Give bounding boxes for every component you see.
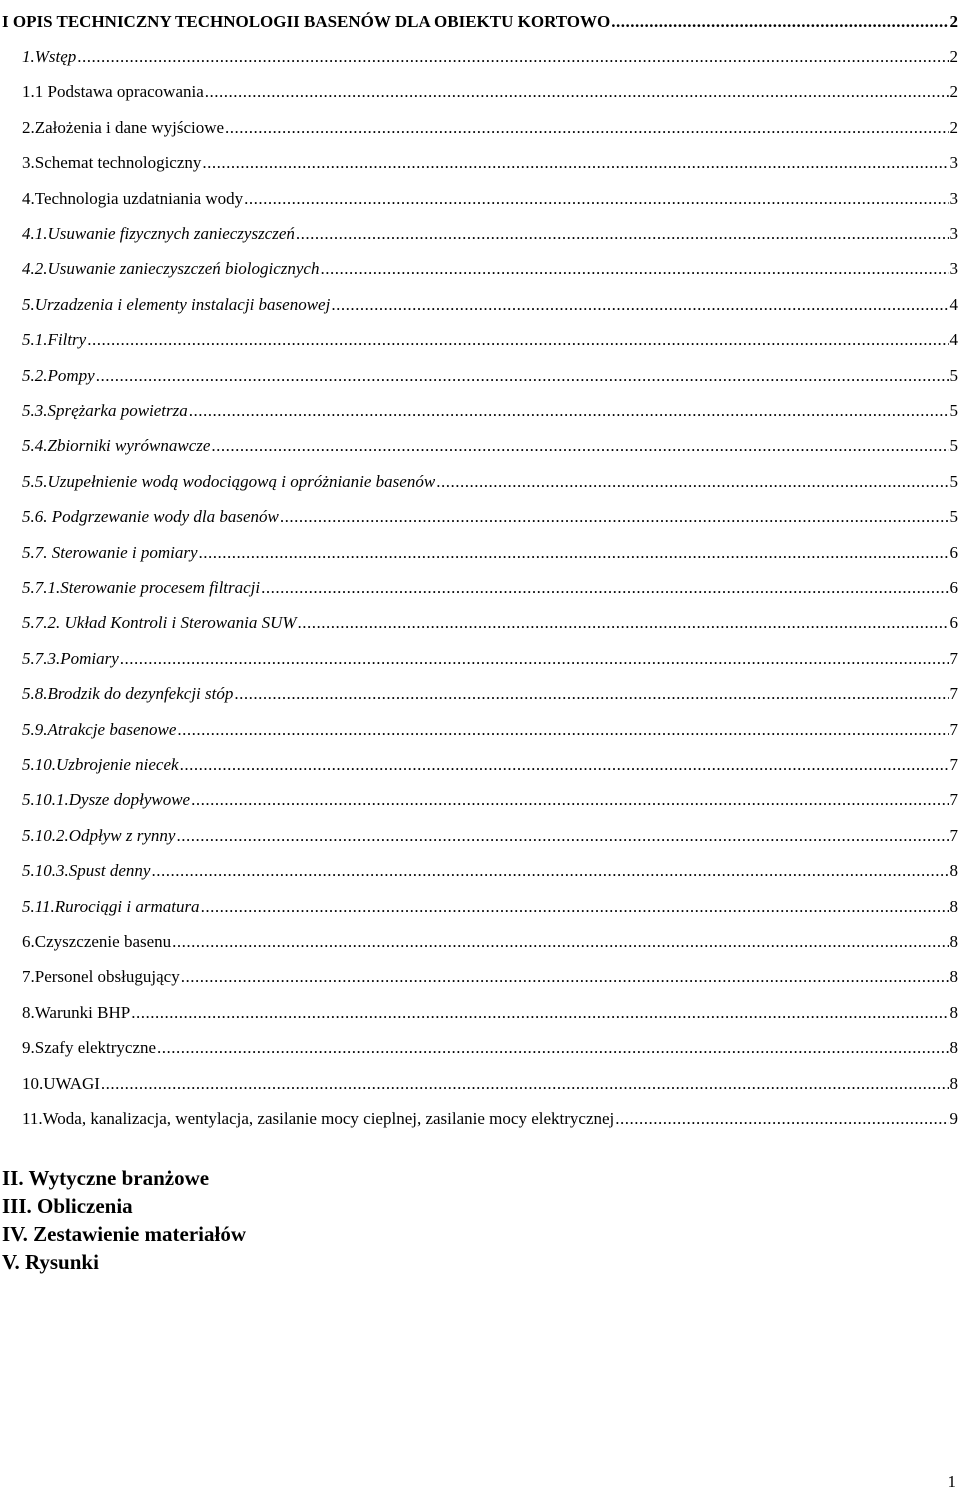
toc-entry-title: 4.Technologia uzdatniania wody — [22, 189, 244, 208]
toc-entry-page: 5 — [949, 401, 958, 420]
toc-leader — [101, 1074, 949, 1094]
toc-entry — [0, 497, 960, 527]
toc-entry-title: 6.Czyszczenie basenu — [22, 932, 172, 951]
page-number: 1 — [947, 1472, 956, 1491]
toc-entry — [0, 285, 960, 315]
toc-entry-page: 7 — [949, 755, 958, 774]
toc-entry — [0, 816, 960, 846]
toc-entry-title: 11.Woda, kanalizacja, wentylacja, zasilanie mocy cieplnej, zasilanie mocy elektrycznej — [22, 1109, 615, 1128]
toc-entry — [0, 957, 960, 987]
toc-entry-page: 6 — [949, 543, 958, 562]
toc-entry — [0, 851, 960, 881]
section-heading: III. Obliczenia — [2, 1194, 133, 1218]
toc-leader — [205, 82, 949, 102]
toc-leader — [296, 224, 949, 244]
toc-leader — [225, 118, 948, 138]
toc-leader — [615, 1109, 948, 1129]
toc-entry-title: 5.9.Atrakcje basenowe — [22, 720, 177, 739]
toc-entry — [0, 426, 960, 456]
toc-leader — [131, 1003, 948, 1023]
toc-leader — [120, 649, 949, 669]
toc-heading-title: I OPIS TECHNICZNY TECHNOLOGII BASENÓW DLA OBIEKTU KORTOWO — [2, 12, 611, 31]
toc-entry — [0, 568, 960, 598]
toc-entry-title: 2.Założenia i dane wyjściowe — [22, 118, 225, 137]
toc-entry-title: 5.3.Sprężarka powietrza — [22, 401, 188, 420]
section-list — [2, 1164, 246, 1276]
toc-leader — [96, 366, 949, 386]
toc-entry-title: 5.7.2. Układ Kontroli i Sterowania SUW — [22, 613, 297, 632]
section-heading: V. Rysunki — [2, 1250, 99, 1274]
toc-entry — [0, 391, 960, 421]
toc-entry-title: 5.2.Pompy — [22, 366, 95, 385]
toc-entry-page: 8 — [949, 1003, 958, 1022]
toc-entry-page: 2 — [949, 47, 958, 66]
toc-entry-title: 5.8.Brodzik do dezynfekcji stóp — [22, 684, 234, 703]
toc-entry-page: 8 — [949, 1074, 958, 1093]
toc-entry — [0, 780, 960, 810]
toc-leader — [176, 826, 948, 846]
toc-entry — [0, 356, 960, 386]
toc-entry-title: 5.10.2.Odpływ z rynny — [22, 826, 176, 845]
toc-entry — [0, 249, 960, 279]
toc-entry-page: 3 — [949, 259, 958, 278]
toc-leader — [77, 47, 948, 67]
toc-entry-page: 6 — [949, 578, 958, 597]
toc-entry — [0, 214, 960, 244]
toc-leader — [436, 472, 948, 492]
toc-leader — [261, 578, 948, 598]
toc-entry-title: 5.5.Uzupełnienie wodą wodociągową i opróżnianie basenów — [22, 472, 436, 491]
toc-entry — [0, 922, 960, 952]
toc-leader — [181, 967, 949, 987]
toc-entry — [0, 108, 960, 138]
toc-entry — [0, 887, 960, 917]
toc-leader — [201, 897, 949, 917]
toc-leader — [189, 401, 949, 421]
toc-heading-page: 2 — [949, 12, 958, 31]
toc-leader — [202, 153, 948, 173]
toc-entry-title: 9.Szafy elektryczne — [22, 1038, 157, 1057]
toc-entry-title: 1.Wstęp — [22, 47, 77, 66]
toc-entry-page: 4 — [949, 295, 958, 314]
toc-entry — [0, 603, 960, 633]
toc-entry-page: 8 — [949, 1038, 958, 1057]
toc-leader — [177, 720, 948, 740]
toc-leader — [331, 295, 948, 315]
toc-entry-page: 7 — [949, 826, 958, 845]
toc-entry-page: 5 — [949, 472, 958, 491]
toc-leader — [611, 12, 948, 32]
toc-entry — [0, 674, 960, 704]
toc-leader — [87, 330, 948, 350]
toc-entry-title: 4.2.Usuwanie zanieczyszczeń biologicznych — [22, 259, 320, 278]
toc-leader — [280, 507, 949, 527]
toc-entry-page: 9 — [949, 1109, 958, 1128]
toc-entry — [0, 533, 960, 563]
toc-entry-title: 5.Urzadzenia i elementy instalacji basenowej — [22, 295, 331, 314]
toc-entry — [0, 1028, 960, 1058]
toc-heading — [0, 2, 960, 32]
toc-entry-title: 5.7.1.Sterowanie procesem filtracji — [22, 578, 261, 597]
toc-entry — [0, 72, 960, 102]
toc-entry-page: 3 — [949, 189, 958, 208]
toc-entry-title: 1.1 Podstawa opracowania — [22, 82, 204, 101]
toc-entry-title: 5.4.Zbiorniki wyrównawcze — [22, 436, 211, 455]
toc-entry-title: 5.11.Rurociągi i armatura — [22, 897, 200, 916]
toc-leader — [199, 543, 949, 563]
toc-entry-title: 5.10.1.Dysze dopływowe — [22, 790, 191, 809]
toc-leader — [172, 932, 948, 952]
toc-entry-page: 7 — [949, 649, 958, 668]
toc-entry-title: 5.1.Filtry — [22, 330, 87, 349]
toc-entry-page: 7 — [949, 790, 958, 809]
toc-leader — [244, 189, 948, 209]
toc-entry — [0, 1064, 960, 1094]
toc-entry-page: 5 — [949, 436, 958, 455]
toc-leader — [157, 1038, 948, 1058]
section-heading: IV. Zestawienie materiałów — [2, 1222, 246, 1246]
toc-entry-title: 5.6. Podgrzewanie wody dla basenów — [22, 507, 279, 526]
toc-entry-page: 3 — [949, 224, 958, 243]
toc-entry-page: 2 — [949, 118, 958, 137]
toc-leader — [151, 861, 948, 881]
toc-entry-title: 5.10.Uzbrojenie niecek — [22, 755, 179, 774]
toc-entry-page: 4 — [949, 330, 958, 349]
toc-entry — [0, 1099, 960, 1129]
toc-entry-page: 8 — [949, 967, 958, 986]
toc-entry-page: 6 — [949, 613, 958, 632]
toc-entry-page: 8 — [949, 897, 958, 916]
toc-leader — [211, 436, 948, 456]
toc-entry-title: 5.7. Sterowanie i pomiary — [22, 543, 198, 562]
toc-entry — [0, 462, 960, 492]
toc-entry-page: 8 — [949, 932, 958, 951]
toc-entry — [0, 639, 960, 669]
section-heading: II. Wytyczne branżowe — [2, 1166, 210, 1190]
toc-entry-title: 4.1.Usuwanie fizycznych zanieczyszczeń — [22, 224, 295, 243]
toc-entry-page: 5 — [949, 507, 958, 526]
toc-entry — [0, 993, 960, 1023]
toc-leader — [180, 755, 949, 775]
toc-entry-title: 7.Personel obsługujący — [22, 967, 180, 986]
toc-leader — [298, 613, 949, 633]
toc-entry-page: 8 — [949, 861, 958, 880]
toc-entry-title: 10.UWAGI — [22, 1074, 100, 1093]
toc-entry — [0, 143, 960, 173]
toc-entry-title: 3.Schemat technologiczny — [22, 153, 202, 172]
toc-entry-page: 2 — [949, 82, 958, 101]
toc-entry-title: 5.7.3.Pomiary — [22, 649, 119, 668]
toc-entry-title: 5.10.3.Spust denny — [22, 861, 151, 880]
toc-entry-title: 8.Warunki BHP — [22, 1003, 131, 1022]
toc-entry — [0, 320, 960, 350]
toc-entry — [0, 179, 960, 209]
toc-leader — [234, 684, 948, 704]
toc-entry — [0, 710, 960, 740]
toc-entry — [0, 37, 960, 67]
toc-leader — [191, 790, 948, 810]
toc-entry-page: 7 — [949, 720, 958, 739]
toc-entry-page: 3 — [949, 153, 958, 172]
toc-entry — [0, 745, 960, 775]
toc-entry-page: 7 — [949, 684, 958, 703]
toc-leader — [320, 259, 948, 279]
toc-entry-page: 5 — [949, 366, 958, 385]
